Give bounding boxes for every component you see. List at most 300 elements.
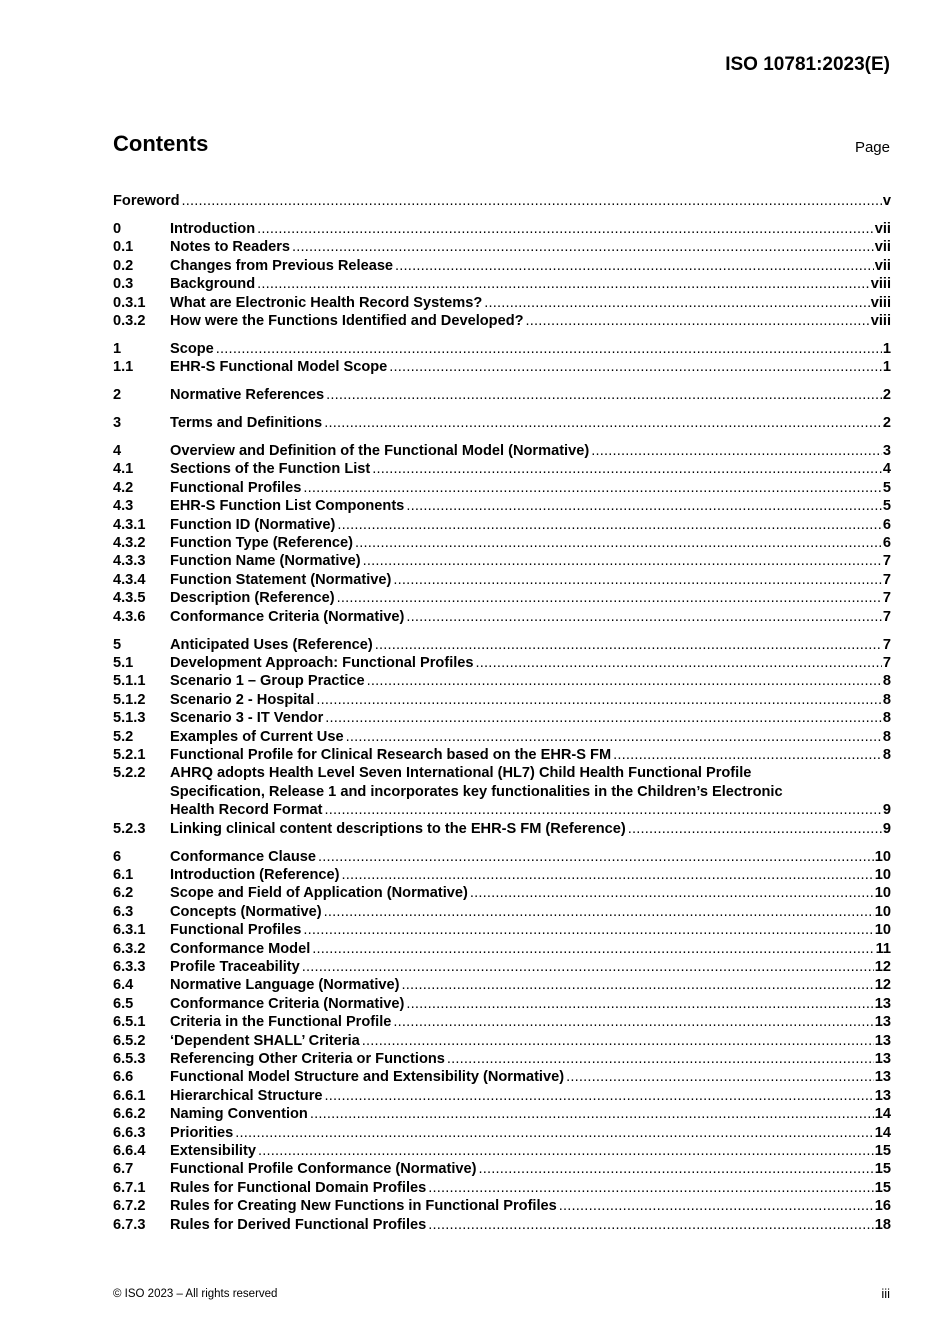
dot-leader [181,192,881,210]
toc-entry[interactable] [113,654,891,672]
toc-entry-number: 0.3.2 [113,312,146,329]
toc-entry-title-wrap [170,386,891,404]
toc-entry-page: 14 [874,1106,891,1123]
toc-entry-page: 18 [874,1216,891,1233]
dot-leader [318,848,874,866]
toc-entry-page: 8 [882,691,891,708]
toc-entry-title-wrap [170,1013,891,1031]
toc-entry-title: Terms and Definitions [170,415,323,432]
toc-entry[interactable] [113,921,891,939]
toc-entry-title: Scenario 2 - Hospital [170,691,315,708]
toc-entry-title-wrap [170,414,891,432]
dot-leader [393,1013,873,1031]
toc-entry-page: 7 [882,636,891,653]
dot-leader [375,636,882,654]
toc-entry-title-wrap [170,709,891,727]
toc-entry-title-wrap [170,460,891,478]
toc-entry[interactable] [113,1142,891,1160]
toc-entry-page: 8 [882,728,891,745]
toc-entry-page: 13 [874,1087,891,1104]
dot-leader [470,884,874,902]
toc-entry-title-wrap [170,801,891,819]
toc-group [113,220,891,330]
dot-leader [325,709,882,727]
toc-group [113,340,891,377]
toc-entry[interactable] [113,995,891,1013]
toc-entry-page: 12 [874,977,891,994]
toc-entry-page: 14 [874,1124,891,1141]
toc-group [113,848,891,1235]
toc-entry-title-wrap [170,884,891,902]
toc-entry[interactable] [113,820,891,838]
toc-entry[interactable] [113,238,891,256]
toc-entry-title: Conformance Clause [170,848,316,865]
toc-entry-page: viii [870,312,891,329]
toc-entry-title-wrap [170,866,891,884]
dot-leader [406,497,882,515]
toc-entry-title-wrap [170,294,891,312]
toc-entry-page: 15 [874,1161,891,1178]
toc-entry[interactable] [113,1179,891,1197]
toc-entry-number: 0.3 [113,276,134,293]
toc-entry-number: 5.2 [113,728,134,745]
toc-entry-title-wrap [170,340,891,358]
toc-entry-title: Referencing Other Criteria or Functions [170,1050,445,1067]
toc-entry-number: 5.1.2 [113,691,146,708]
toc-entry-page: 16 [874,1198,891,1215]
toc-entry-page: 10 [874,885,891,902]
dot-leader [447,1050,874,1068]
toc-entry-title: Examples of Current Use [170,728,344,745]
toc-entry-page: vii [874,220,891,237]
toc-entry-number: 0.2 [113,257,134,274]
dot-leader [346,728,882,746]
toc-entry-number: 6.5.1 [113,1014,146,1031]
toc-entry[interactable] [113,1124,891,1142]
toc-entry-page: vii [874,257,891,274]
toc-entry[interactable] [113,460,891,478]
toc-entry[interactable] [113,848,891,866]
toc-entry-title: Sections of the Function List [170,461,371,478]
toc-entry[interactable] [113,294,891,312]
toc-entry-title: Function Type (Reference) [170,535,353,551]
toc-entry-title-wrap [170,608,891,626]
dot-leader [389,358,882,376]
toc-entry-title: Foreword [113,193,180,209]
toc-entry-number: 6.5.2 [113,1032,146,1049]
toc-entry-title: Conformance Criteria (Normative) [170,608,405,625]
contents-title: Contents [113,131,209,156]
toc-entry-number: 6.4 [113,977,134,994]
dot-leader [395,257,874,275]
toc-entry[interactable] [113,1160,891,1178]
toc-entry-page: 10 [874,922,891,939]
dot-leader [337,516,881,534]
toc-entry-page: 9 [882,820,891,837]
toc-entry-title: Functional Model Structure and Extensibility (Normative) [170,1069,565,1086]
toc-entry-page: 2 [882,387,891,404]
toc-entry-title-wrap [170,552,891,570]
toc-entry-title-wrap [170,1105,891,1123]
toc-entry[interactable] [113,442,891,460]
toc-entry-page: 7 [882,571,891,588]
toc-entry[interactable] [113,1068,891,1086]
dot-leader [526,312,870,330]
toc-group [113,636,891,838]
toc-entry-number: 4.2 [113,479,134,496]
dot-leader [476,654,882,672]
toc-entry-number: 6.7.1 [113,1179,146,1196]
toc-group [113,414,891,432]
toc-entry[interactable] [113,386,891,404]
toc-entry-title: Hierarchical Structure [170,1087,323,1104]
toc-entry-page: 11 [875,940,891,957]
dot-leader [326,386,882,404]
toc-group [113,386,891,404]
toc-entry-title: Functional Profile for Clinical Research based on the EHR-S FM [170,746,612,763]
toc-entry-number: 6.7.3 [113,1216,146,1233]
toc-entry-title: How were the Functions Identified and Developed? [170,312,524,329]
toc-entry-title-wrap [170,497,891,515]
document-id: ISO 10781:2023(E) [725,54,890,75]
toc-entry-title: Linking clinical content descriptions to the EHR-S FM (Reference) [170,820,626,837]
toc-entry-title-wrap [170,1032,891,1050]
toc-entry-title: Naming Convention [170,1106,308,1123]
toc-entry-number: 6.3.1 [113,922,146,939]
toc-entry[interactable] [113,340,891,358]
toc-entry[interactable] [113,516,891,534]
toc-entry-page: 4 [882,461,891,478]
toc-entry-title: Functional Profiles [170,922,302,939]
toc-entry-title: Profile Traceability [170,958,300,975]
toc-entry-page: 8 [882,710,891,727]
toc-entry-title-wrap [170,976,891,994]
dot-leader [257,220,874,238]
toc-entry-number: 5.2.3 [113,820,146,837]
toc-entry-title-wrap [170,764,891,782]
toc-entry-title: Notes to Readers [170,239,291,256]
toc-entry[interactable] [113,479,891,497]
toc-entry-number: 6.7 [113,1161,134,1178]
toc-entry-number: 4 [113,442,122,459]
toc-entry-number: 5 [113,636,122,653]
dot-leader [372,460,882,478]
toc-entry[interactable] [113,312,891,330]
toc-entry-number: 5.1 [113,654,134,671]
dot-leader [484,294,869,312]
dot-leader [216,340,882,358]
toc-entry-number: 0.1 [113,239,134,256]
dot-leader [363,552,882,570]
toc-group [113,442,891,626]
toc-entry-title-continued: Specification, Release 1 and incorporates key functionalities in the Children’s Electronic [170,783,783,800]
toc-entry-title-wrap [170,820,891,838]
toc-entry-page: 10 [874,848,891,865]
toc-entry[interactable] [113,672,891,690]
toc-entry-page: 5 [882,498,891,515]
toc-entry[interactable] [113,976,891,994]
dot-leader [341,866,873,884]
toc-entry-page: 1 [882,359,891,376]
dot-leader [325,1087,874,1105]
toc-entry-number: 6.6.3 [113,1124,146,1141]
toc-entry[interactable] [113,884,891,902]
toc-entry-title-wrap [170,636,891,654]
toc-entry-title: Introduction (Reference) [170,866,340,883]
toc-entry-number: 6.5 [113,995,134,1012]
dot-leader [428,1179,874,1197]
toc-entry[interactable] [113,358,891,376]
dot-leader [257,275,870,293]
toc-entry-number: 4.3.4 [113,571,146,588]
toc-entry-page: 3 [882,442,891,459]
footer-copyright: © ISO 2023 – All rights reserved [113,1288,278,1300]
toc-entry-number: 4.3 [113,498,134,515]
dot-leader [292,238,874,256]
dot-leader [316,691,882,709]
toc-entry-number: 6.6.4 [113,1143,146,1159]
toc-entry-title: Scope and Field of Application (Normative) [170,885,468,902]
toc-entry[interactable] [113,552,891,570]
toc-entry-title: Description (Reference) [170,590,335,607]
toc-entry-title-wrap [170,783,891,801]
toc-entry-page: 13 [874,995,891,1012]
toc-entry-page: 2 [882,415,891,432]
toc-entry-number: 6.3.3 [113,958,146,975]
toc-entry-title-wrap [170,728,891,746]
toc-entry-title: Conformance Criteria (Normative) [170,995,405,1012]
toc-entry-number: 6.6.1 [113,1087,146,1104]
toc-entry-title-wrap [170,442,891,460]
toc-entry-title-wrap [170,1216,891,1234]
toc-entry[interactable] [113,414,891,432]
toc-entry-page: 8 [882,673,891,690]
toc-entry-page: viii [870,276,891,293]
toc-entry-number: 4.3.3 [113,553,146,570]
toc-entry-number: 6 [113,848,122,865]
toc-entry-number: 4.3.2 [113,535,146,551]
toc-entry-title: EHR-S Functional Model Scope [170,359,388,376]
toc-entry[interactable] [113,903,891,921]
footer-page-number: iii [881,1286,890,1301]
toc-entry-title-wrap [170,940,891,958]
toc-entry-page: 13 [874,1032,891,1049]
toc-entry-title: Scope [170,340,214,357]
toc-entry-number: 3 [113,415,122,432]
toc-entry[interactable] [113,608,891,626]
toc-entry-title-wrap [170,238,891,256]
toc-entry-title-wrap [170,312,891,330]
toc-entry-title-wrap [170,479,891,497]
toc-entry-title-wrap [170,672,891,690]
dot-leader [355,534,882,552]
toc-entry-page: 7 [882,590,891,607]
toc-entry[interactable] [113,636,891,654]
toc-entry-title: Background [170,276,256,293]
toc-entry-title-wrap [170,1050,891,1068]
toc-entry-title: Function Name (Normative) [170,553,361,570]
toc-entry-title-wrap [113,192,891,210]
toc-entry-page: 13 [874,1069,891,1086]
toc-entry-page: 7 [882,553,891,570]
toc-entry[interactable] [113,1197,891,1215]
toc-entry-number: 2 [113,387,122,404]
toc-entry-page: 10 [874,903,891,920]
toc-entry-number: 6.6.2 [113,1106,146,1123]
toc-entry-page: 15 [874,1179,891,1196]
toc-entry-title: Scenario 1 – Group Practice [170,673,365,690]
toc-entry[interactable] [113,257,891,275]
toc-entry[interactable] [113,497,891,515]
toc-entry-number: 4.3.6 [113,608,146,625]
dot-leader [337,589,882,607]
dot-leader [324,414,882,432]
toc-entry-title-wrap [170,958,891,976]
toc-entry-title: Functional Profile Conformance (Normative) [170,1161,477,1178]
toc-entry[interactable] [113,764,891,782]
toc-entry-title: Development Approach: Functional Profiles [170,654,474,671]
toc-entry-title-wrap [170,1160,891,1178]
toc-entry[interactable] [113,192,891,210]
toc-entry-title-wrap [170,358,891,376]
toc-entry-title-wrap [170,571,891,589]
dot-leader [310,1105,874,1123]
dot-leader [479,1160,874,1178]
toc-entry-number: 0 [113,220,122,237]
toc-entry-title: Rules for Derived Functional Profiles [170,1216,427,1233]
toc-entry-number: 1.1 [113,359,134,376]
toc-entry-title-wrap [170,589,891,607]
toc-entry-number: 6.2 [113,885,134,902]
toc-entry-title: Anticipated Uses (Reference) [170,636,373,653]
toc-entry-number: 4.3.5 [113,590,146,607]
toc-entry-title-wrap [170,516,891,534]
toc-entry[interactable] [113,728,891,746]
toc-entry-title: Introduction [170,220,256,237]
toc-entry-title-wrap [170,903,891,921]
toc-entry[interactable] [113,589,891,607]
toc-entry-title: Concepts (Normative) [170,903,322,920]
toc-entry[interactable] [113,1105,891,1123]
dot-leader [302,958,874,976]
toc-entry-number: 6.3 [113,903,134,920]
toc-entry-title-wrap [170,848,891,866]
toc-entry-title-wrap [170,691,891,709]
toc-entry-title: Rules for Creating New Functions in Functional Profiles [170,1198,557,1215]
toc-entry-page: viii [870,294,891,311]
toc-entry-page: 6 [882,516,891,533]
dot-leader [591,442,882,460]
toc-entry[interactable] [113,220,891,238]
dot-leader [628,820,882,838]
toc-entry-page: 8 [882,746,891,763]
toc-entry-page: 10 [874,866,891,883]
toc-entry-title: Scenario 3 - IT Vendor [170,710,324,727]
toc-entry-page: 12 [874,958,891,975]
toc-entry-title: Function ID (Normative) [170,516,336,533]
toc-entry-title-wrap [170,1179,891,1197]
toc-entry[interactable] [113,275,891,293]
toc-entry-title-wrap [170,1068,891,1086]
dot-leader [258,1142,874,1160]
toc-entry[interactable] [113,801,891,819]
toc-entry-title: EHR-S Function List Components [170,498,405,515]
toc-entry[interactable] [113,691,891,709]
toc-entry-title-wrap [170,257,891,275]
toc-entry-number: 5.2.1 [113,746,146,763]
toc-entry[interactable] [113,746,891,764]
toc-entry[interactable] [113,783,891,801]
dot-leader [362,1032,874,1050]
toc-entry-page: 1 [882,340,891,357]
toc-entry-title-wrap [170,220,891,238]
toc-entry[interactable] [113,709,891,727]
toc-entry-page: 6 [882,535,891,551]
toc-entry-number: 6.7.2 [113,1198,146,1215]
dot-leader [613,746,882,764]
toc-entry[interactable] [113,1013,891,1031]
toc-entry[interactable] [113,958,891,976]
toc-entry-title: Conformance Model [170,940,311,957]
toc-entry-title: Normative References [170,387,325,404]
dot-leader [428,1216,874,1234]
toc-entry-title: Criteria in the Functional Profile [170,1014,392,1031]
dot-leader [312,940,874,958]
toc-entry-title-wrap [170,746,891,764]
toc-entry-title-wrap [170,654,891,672]
toc-entry-page: v [882,193,891,209]
toc-entry-title-wrap [170,1197,891,1215]
toc-entry-page: 9 [882,802,891,819]
toc-group [113,192,891,210]
toc-entry-title-wrap [170,1087,891,1105]
toc-entry[interactable] [113,940,891,958]
toc-entry[interactable] [113,1087,891,1105]
toc-entry-page: 13 [874,1050,891,1067]
toc-entry-title: Changes from Previous Release [170,257,394,274]
toc-entry[interactable] [113,534,891,552]
toc-entry-title-wrap [170,534,891,552]
toc-entry-title-wrap [170,275,891,293]
toc-entry-page: 7 [882,654,891,671]
dot-leader [559,1197,874,1215]
toc-entry[interactable] [113,1216,891,1234]
toc-entry-number: 4.3.1 [113,516,146,533]
toc-entry[interactable] [113,1032,891,1050]
toc-entry-number: 1 [113,340,122,357]
toc-entry-title-continued: Health Record Format [170,802,323,819]
toc-entry[interactable] [113,866,891,884]
toc-entry-number: 0.3.1 [113,294,146,311]
table-of-contents [113,192,891,1244]
toc-entry-title: Priorities [170,1124,234,1141]
toc-entry-number: 6.6 [113,1069,134,1086]
toc-entry-number: 6.1 [113,866,134,883]
toc-entry-title: Overview and Definition of the Functional Model (Normative) [170,442,590,459]
toc-entry-page: 15 [874,1143,891,1159]
toc-entry-title-wrap [170,921,891,939]
dot-leader [303,479,882,497]
dot-leader [303,921,873,939]
toc-entry-title-wrap [170,1142,891,1160]
dot-leader [406,995,873,1013]
toc-entry-number: 6.3.2 [113,940,146,957]
toc-entry[interactable] [113,1050,891,1068]
toc-entry-number: 4.1 [113,461,134,478]
toc-entry[interactable] [113,571,891,589]
toc-entry-title: Function Statement (Normative) [170,571,392,588]
toc-entry-title: Functional Profiles [170,479,302,496]
